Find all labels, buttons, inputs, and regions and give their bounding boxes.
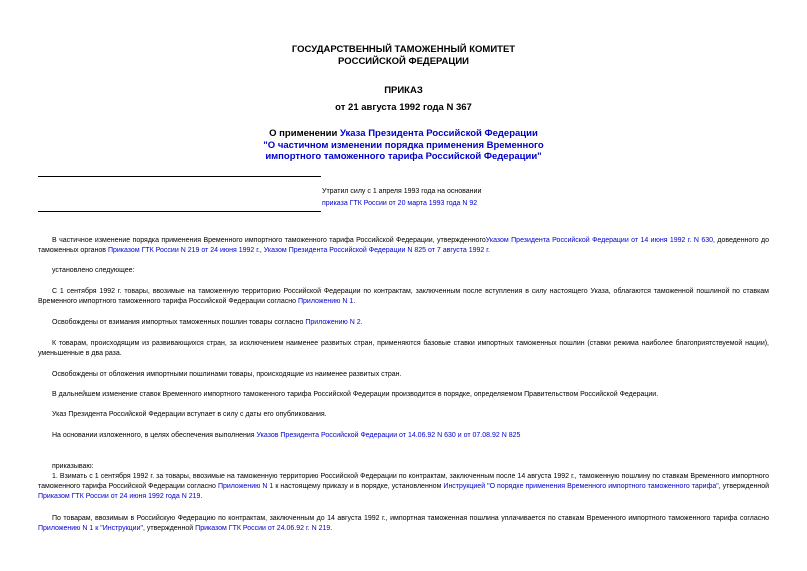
paragraph-6: Освобождены от обложения импортными пошлинами товары, происходящие из наименее развитых стран. bbox=[52, 371, 402, 378]
p9-text: На основании изложенного, в целях обеспечения выполнения bbox=[52, 432, 257, 439]
p12-link-2[interactable]: Приказом ГТК России от 24.06.92 г. N 219 bbox=[195, 525, 331, 532]
paragraph-11 bbox=[38, 472, 769, 502]
p3-end: . bbox=[353, 298, 356, 305]
p4-end: . bbox=[360, 319, 363, 326]
paragraph-2: установлено следующее: bbox=[52, 267, 135, 274]
p3-link[interactable]: Приложению N 1 bbox=[298, 298, 354, 305]
document-date-number: от 21 августа 1992 года N 367 bbox=[335, 102, 472, 113]
paragraph-10: приказываю: bbox=[52, 463, 94, 470]
p9-link[interactable]: Указов Президента Российской Федерации от 14.06.92 N 630 и от 07.08.92 N 825 bbox=[256, 432, 521, 439]
p12-text-2: , утвержденной bbox=[142, 525, 196, 532]
paragraph-12 bbox=[38, 514, 769, 534]
paragraph-1 bbox=[38, 236, 769, 256]
paragraph-7: В дальнейшем изменение ставок Временного импортного таможенного тарифа Российской Федерации производится в порядке, определяемом Правительством Российской Федерации. bbox=[52, 391, 659, 398]
p3-text: С 1 сентября 1992 г. товары, ввозимые на таможенную территорию Российской Федерации по контрактам, заключенным после вступления в силу настоящего Указа, облагаются таможенной пошлиной по ставкам Временного импортного таможенного тарифа Российской Федерации согласно bbox=[38, 288, 769, 305]
agency-name bbox=[0, 44, 807, 68]
paragraph-4 bbox=[38, 318, 769, 328]
agency-line-1: ГОСУДАРСТВЕННЫЙ ТАМОЖЕННЫЙ КОМИТЕТ bbox=[291, 44, 516, 55]
p12-link-1[interactable]: Приложению N 1 к "Инструкции" bbox=[38, 525, 143, 532]
p1-link-2[interactable]: Приказом ГТК России N 219 от 24 июня 1992 г. bbox=[107, 247, 260, 254]
p1-text-2: , доведенного до таможенных органов bbox=[38, 237, 769, 254]
p4-text: Освобождены от взимания импортных таможенных пошлин товары согласно bbox=[52, 319, 306, 326]
p11-text-1: 1. Взимать с 1 сентября 1992 г. за товары, ввозимые на таможенную территорию Российской Федерации по контрактам, заключенным после 14 августа 1992 г., таможенную пошлину по ставкам Временного импортного таможенного тарифа Российской Федерации согласно bbox=[38, 473, 769, 490]
status-note-text: Утратил силу с 1 апреля 1993 года на основании bbox=[322, 188, 482, 195]
document-subject bbox=[0, 128, 807, 163]
paragraph-8: Указ Президента Российской Федерации вступает в силу с даты его опубликования. bbox=[52, 411, 327, 418]
p1-link-3[interactable]: Указом Президента Российской Федерации N 825 от 7 августа 1992 г. bbox=[263, 247, 490, 254]
p4-link[interactable]: Приложению N 2 bbox=[305, 319, 361, 326]
p11-link-1[interactable]: Приложению N 1 bbox=[217, 483, 274, 490]
subject-link-line-3[interactable]: импортного таможенного тарифа Российской Федерации" bbox=[265, 151, 542, 162]
subject-prefix: О применении bbox=[269, 128, 340, 139]
subject-link-line-2[interactable]: "О частичном изменении порядка применения Временного bbox=[263, 139, 544, 151]
p1-link-1[interactable]: Указом Президента Российской Федерации от 14 июня 1992 г. N 630 bbox=[485, 237, 714, 244]
document-type: ПРИКАЗ bbox=[384, 85, 423, 96]
status-note bbox=[322, 186, 481, 209]
p11-text-3: , утвержденной bbox=[718, 483, 769, 490]
p11-text-2: к настоящему приказу и в порядке, установленном bbox=[273, 483, 444, 490]
p11-end: . bbox=[200, 493, 203, 500]
status-note-link[interactable]: приказа ГТК России от 20 марта 1993 года N 92 bbox=[322, 199, 478, 207]
p11-link-3[interactable]: Приказом ГТК России от 24 июня 1992 года N 219 bbox=[38, 493, 201, 500]
paragraph-5: К товарам, происходящим из развивающихся стран, за исключением наименее развитых стран, применяются базовые ставки импортных таможенных пошлин (ставки режима наиболее благоприятствуемой нации), уменьшенные в два раза. bbox=[38, 340, 769, 357]
subject-link-line-1[interactable]: Указа Президента Российской Федерации bbox=[339, 128, 538, 139]
divider-top bbox=[38, 176, 321, 177]
divider-bottom bbox=[38, 211, 321, 212]
paragraph-9 bbox=[38, 431, 769, 441]
p12-end: . bbox=[330, 525, 333, 532]
p1-text-1: В частичное изменение порядка применения Временного импортного таможенного тарифа Российской Федерации, утвержденного bbox=[52, 237, 486, 244]
agency-line-2: РОССИЙСКОЙ ФЕДЕРАЦИИ bbox=[337, 56, 469, 67]
p1-text-3: , bbox=[259, 247, 264, 254]
p11-link-2[interactable]: Инструкцией "О порядке применения Временного импортного таможенного тарифа" bbox=[443, 483, 719, 490]
p12-text-1: По товарам, ввозимым в Российскую Федерацию по контрактам, заключенным до 14 августа 1992 г., импортная таможенная пошлина уплачивается по ставкам Временного импортного таможенного тарифа согласно bbox=[52, 515, 769, 522]
paragraph-3 bbox=[38, 287, 769, 307]
